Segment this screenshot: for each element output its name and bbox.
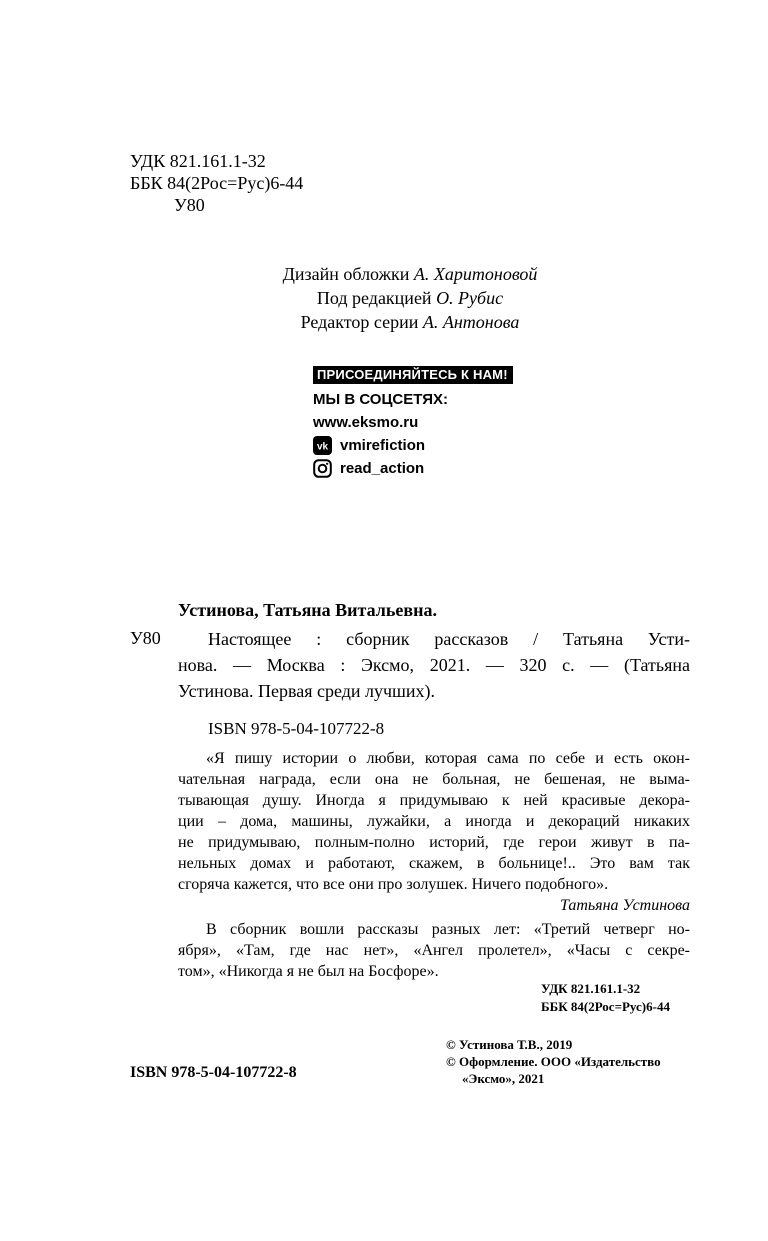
- bibliography-mark: У80: [130, 628, 161, 648]
- bibliography-line: нова. — Москва : Эксмо, 2021. — 320 с. — (Татьяна: [178, 655, 690, 675]
- social-heading: МЫ В СОЦСЕТЯХ:: [313, 391, 449, 408]
- editor-name: О. Рубис: [436, 288, 504, 308]
- classification-codes: [130, 150, 303, 216]
- cover-design-credit: [0, 262, 768, 286]
- annotation-line: «Я пишу истории о любви, которая сама по себе и есть окон-: [206, 750, 690, 767]
- contents-line: В сборник вошли рассказы разных лет: «Третий четверг но-: [206, 921, 690, 938]
- annotation-line: чательная награда, если она не больная, не бешеная, не выма-: [178, 771, 690, 788]
- instagram-handle: read_action: [340, 460, 425, 477]
- footer-bbk: ББК 84(2Рос=Рус)6-44: [541, 999, 670, 1014]
- series-editor-label: Редактор серии: [300, 312, 419, 332]
- contents-line: том», «Никогда я не был на Босфоре».: [178, 963, 439, 980]
- annotation-line: ции – дома, машины, лужайки, а иногда и декораций никаких: [178, 813, 690, 830]
- footer-isbn: ISBN 978-5-04-107722-8: [130, 1064, 297, 1081]
- bbk-code: ББК 84(2Рос=Рус)6-44: [130, 173, 304, 193]
- footer-codes: [541, 980, 670, 1016]
- vk-icon: [313, 436, 332, 455]
- copyright-block: [446, 1036, 661, 1087]
- contents-paragraph: [178, 919, 690, 982]
- annotation-line: тывающая душу. Иногда я придумываю к ней красивые декора-: [178, 792, 690, 809]
- copyright-design-cont: «Эксмо», 2021: [462, 1071, 545, 1086]
- author-mark: У80: [174, 195, 205, 215]
- copyright-design: © Оформление. ООО «Издательство: [446, 1054, 661, 1069]
- website-link[interactable]: www.eksmo.ru: [313, 414, 419, 431]
- instagram-row[interactable]: [313, 457, 513, 480]
- udk-code: УДК 821.161.1-32: [130, 151, 266, 171]
- social-block: [313, 366, 513, 480]
- credits-block: [0, 262, 768, 334]
- bibliography-description: [178, 626, 690, 704]
- annotation-line: не придумываю, полным-полно историй, где герои живут в па-: [178, 834, 690, 851]
- bibliography-isbn: ISBN 978-5-04-107722-8: [208, 719, 385, 738]
- bibliography-line: Устинова. Первая среди лучших).: [178, 681, 436, 701]
- annotation-line: нельных домах и работают, скажем, в больнице!.. Это вам так: [178, 855, 690, 872]
- editor-label: Под редакцией: [316, 288, 432, 308]
- series-editor-name: А. Антонова: [422, 312, 520, 332]
- contents-line: ября», «Там, где нас нет», «Ангел пролетел», «Часы с секре-: [178, 942, 690, 959]
- vk-row[interactable]: [313, 434, 513, 457]
- cover-design-name: А. Харитоновой: [413, 264, 538, 284]
- cover-design-label: Дизайн обложки: [282, 264, 410, 284]
- series-editor-credit: [0, 310, 768, 334]
- annotation-signature: Татьяна Устинова: [560, 897, 690, 914]
- copyright-author: © Устинова Т.В., 2019: [446, 1037, 573, 1052]
- svg-text:vk: vk: [316, 441, 329, 453]
- instagram-icon: [313, 459, 332, 478]
- join-banner: ПРИСОЕДИНЯЙТЕСЬ К НАМ!: [313, 366, 513, 384]
- bibliography-line: Настоящее : сборник рассказов / Татьяна Усти-: [208, 629, 690, 649]
- bibliography-author: Устинова, Татьяна Витальевна.: [178, 600, 437, 620]
- vk-handle: vmirefiction: [340, 437, 426, 454]
- annotation: [178, 748, 690, 982]
- editor-credit: [0, 286, 768, 310]
- annotation-line: сгоряча кажется, что все они про золушек. Ничего подобного».: [178, 876, 609, 893]
- footer-udk: УДК 821.161.1-32: [541, 981, 641, 996]
